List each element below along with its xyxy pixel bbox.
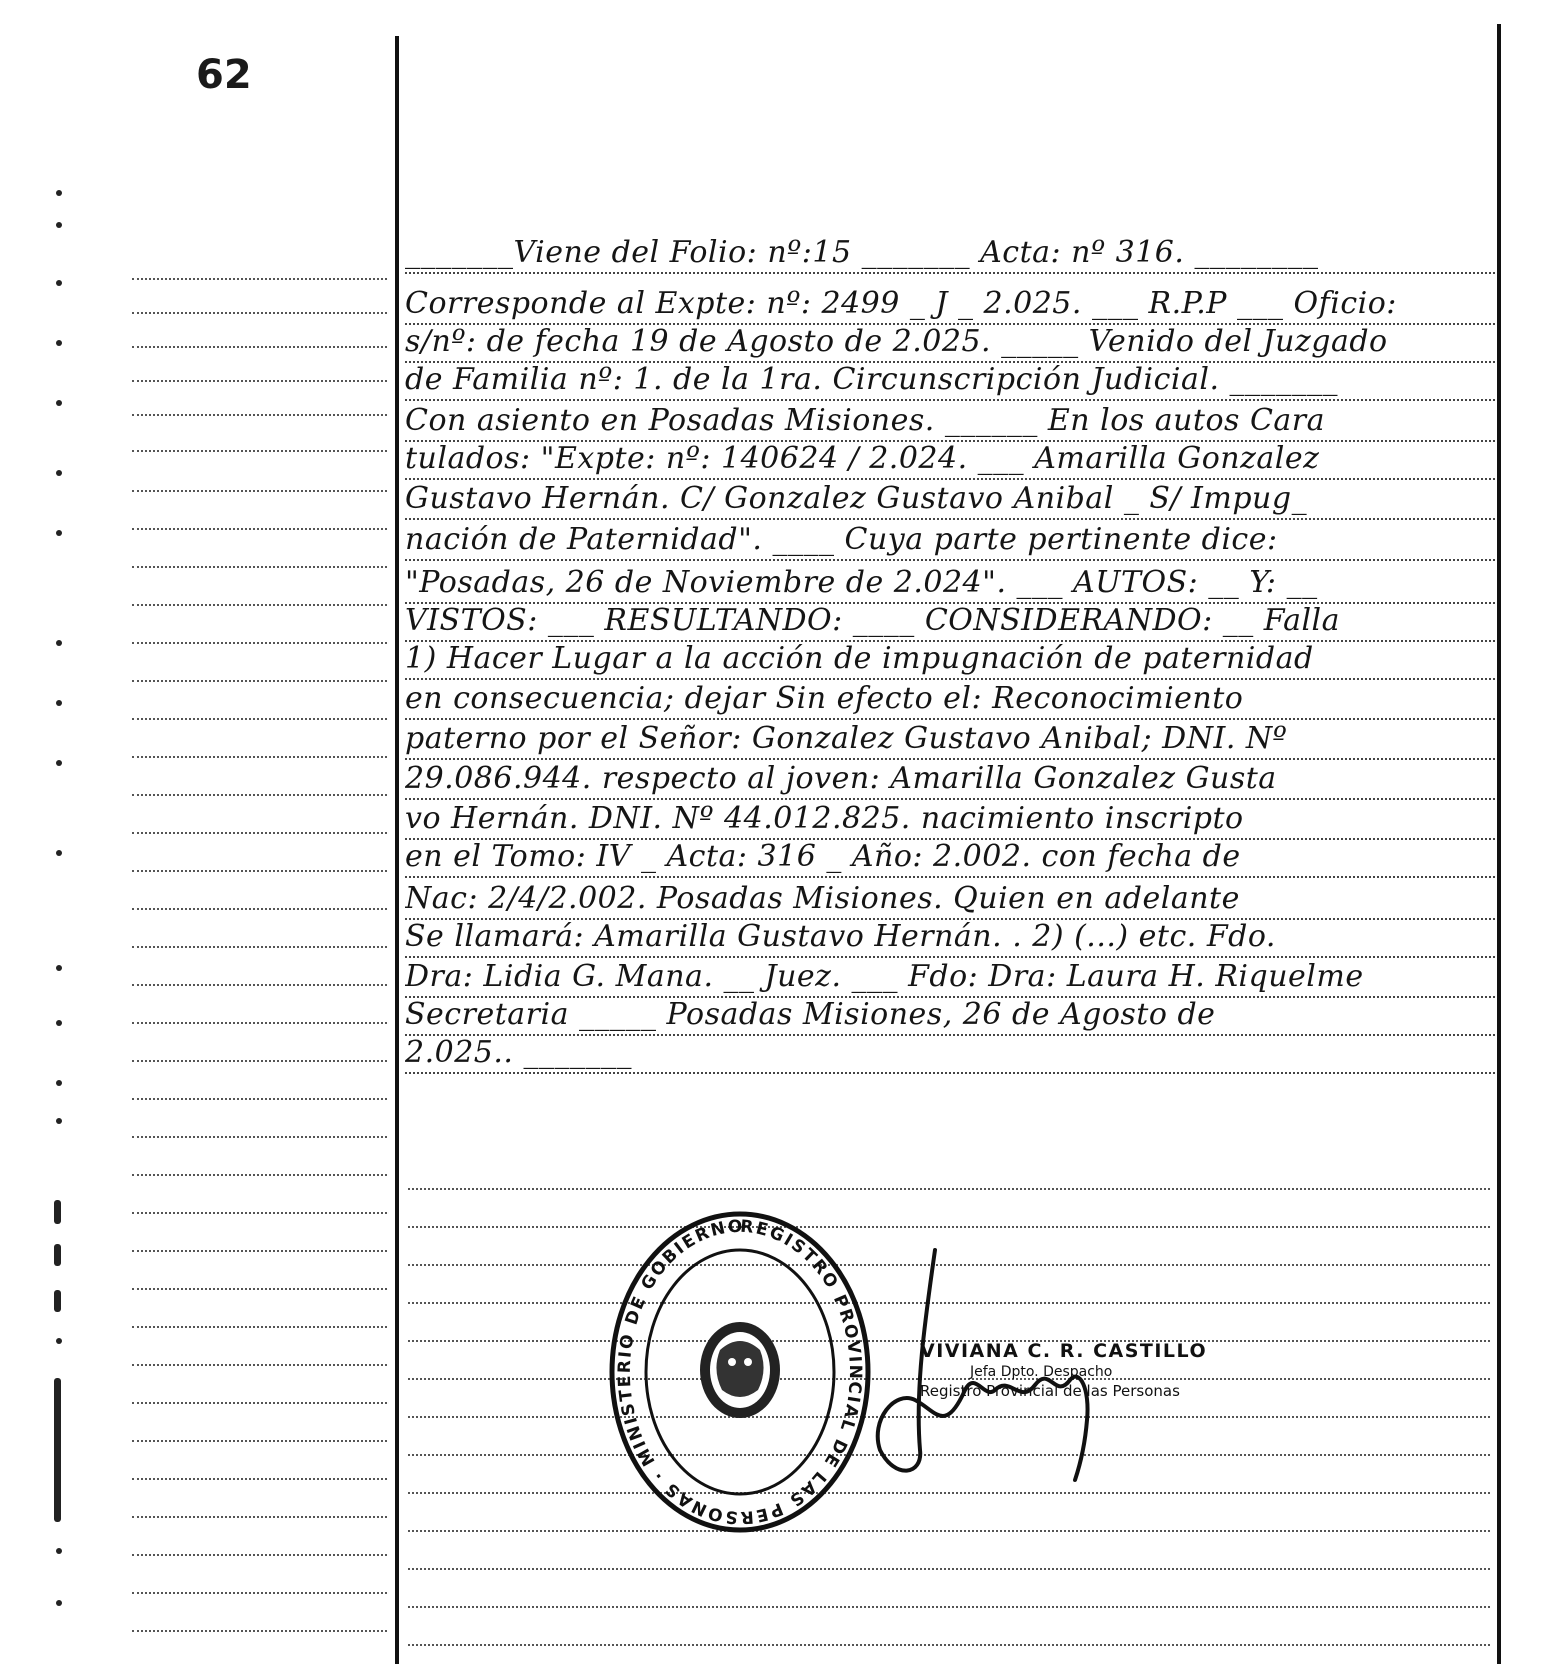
edge-mark: [54, 1290, 61, 1312]
edge-mark: [56, 760, 62, 766]
margin-rule: [132, 794, 387, 796]
margin-rule: [132, 832, 387, 834]
edge-mark: [56, 400, 62, 406]
edge-mark: [56, 470, 62, 476]
margin-rule: [132, 528, 387, 530]
body-rule: [408, 1226, 1490, 1228]
entry-line: "Posadas, 26 de Noviembre de 2.024". ___ AUTOS: __ Y: __: [405, 564, 1495, 604]
edge-mark: [56, 1118, 62, 1124]
entry-line: 1) Hacer Lugar a la acción de impugnación de paternidad: [405, 640, 1495, 680]
margin-rule: [132, 718, 387, 720]
margin-rule: [132, 1478, 387, 1480]
margin-rule: [132, 1060, 387, 1062]
margin-rule: [132, 1554, 387, 1556]
entry-line: 2.025.. _______: [405, 1034, 1495, 1074]
entry-line: tulados: "Expte: nº: 140624 / 2.024. ___ Amarilla Gonzalez: [405, 440, 1495, 480]
seal-text: REGISTRO PROVINCIAL DE LAS PERSONAS · MINISTERIO DE GOBIERNO: [614, 1216, 865, 1528]
entry-line: 29.086.944. respecto al joven: Amarilla Gonzalez Gusta: [405, 760, 1495, 800]
margin-rule: [132, 346, 387, 348]
entry-line: Se llamará: Amarilla Gustavo Hernán. . 2) (...) etc. Fdo.: [405, 918, 1495, 958]
margin-rule: [132, 1592, 387, 1594]
entry-line: Gustavo Hernán. C/ Gonzalez Gustavo Anibal _ S/ Impug_: [405, 480, 1495, 520]
stamp-officer-name: VIVIANA C. R. CASTILLO: [920, 1340, 1208, 1362]
margin-rule: [132, 680, 387, 682]
margin-rule: [132, 870, 387, 872]
edge-mark: [56, 1338, 62, 1344]
entry-line: de Familia nº: 1. de la 1ra. Circunscripción Judicial. _______: [405, 361, 1495, 401]
margin-rule: [132, 414, 387, 416]
body-rule: [408, 1644, 1490, 1646]
official-seal: [608, 1210, 872, 1534]
entry-line: en el Tomo: IV _ Acta: 316 _ Año: 2.002. con fecha de: [405, 838, 1495, 878]
entry-line: Nac: 2/4/2.002. Posadas Misiones. Quien en adelante: [405, 880, 1495, 920]
margin-rule: [132, 642, 387, 644]
entry-line: nación de Paternidad". ____ Cuya parte pertinente dice:: [405, 521, 1495, 561]
entry-line: Corresponde al Expte: nº: 2499 _ J _ 2.025. ___ R.P.P ___ Oficio:: [405, 285, 1495, 325]
margin-rule: [132, 1516, 387, 1518]
body-rule: [408, 1606, 1490, 1608]
margin-rule: [132, 1250, 387, 1252]
entry-line: s/nº: de fecha 19 de Agosto de 2.025. _____ Venido del Juzgado: [405, 323, 1495, 363]
margin-rule: [132, 1098, 387, 1100]
edge-mark: [56, 1020, 62, 1026]
seal-graphic: [608, 1210, 872, 1534]
entry-line: Con asiento en Posadas Misiones. ______ En los autos Cara: [405, 402, 1495, 442]
margin-rule: [132, 1288, 387, 1290]
margin-rule: [132, 604, 387, 606]
margin-rule: [132, 566, 387, 568]
margin-rule: [132, 1022, 387, 1024]
stamp-office: Registro Provincial de las Personas: [920, 1382, 1180, 1400]
margin-rule: [132, 1440, 387, 1442]
entry-line: Dra: Lidia G. Mana. __ Juez. ___ Fdo: Dra: Laura H. Riquelme: [405, 958, 1495, 998]
edge-mark: [56, 280, 62, 286]
margin-rule: [132, 908, 387, 910]
margin-rule: [132, 1174, 387, 1176]
folio-number: 62: [196, 52, 252, 98]
entry-line: vo Hernán. DNI. Nº 44.012.825. nacimiento inscripto: [405, 800, 1495, 840]
entry-line: _______Viene del Folio: nº:15 _______ Acta: nº 316. ________: [405, 234, 1495, 274]
edge-mark: [54, 1200, 61, 1224]
edge-mark: [54, 1378, 61, 1522]
margin-rule: [132, 1402, 387, 1404]
edge-mark: [56, 530, 62, 536]
body-rule: [408, 1568, 1490, 1570]
entry-line: Secretaria _____ Posadas Misiones, 26 de Agosto de: [405, 996, 1495, 1036]
margin-rule: [132, 312, 387, 314]
edge-mark: [56, 965, 62, 971]
margin-rule: [132, 1136, 387, 1138]
edge-mark: [56, 190, 62, 196]
edge-mark: [56, 1080, 62, 1086]
margin-rule: [132, 1630, 387, 1632]
margin-rule: [132, 946, 387, 948]
stamp-officer-role: Jefa Dpto. Despacho: [970, 1364, 1113, 1380]
margin-rule: [132, 1364, 387, 1366]
edge-mark: [56, 1600, 62, 1606]
margin-rule: [132, 756, 387, 758]
margin-rule: [132, 490, 387, 492]
right-border-line: [1497, 24, 1501, 1664]
edge-mark: [56, 340, 62, 346]
body-rule: [408, 1530, 1490, 1532]
edge-mark: [56, 850, 62, 856]
margin-rule: [132, 380, 387, 382]
officer-stamp: [920, 1340, 1240, 1400]
edge-mark: [56, 640, 62, 646]
seal-emblem: [700, 1322, 780, 1418]
edge-mark: [56, 1548, 62, 1554]
margin-rule: [132, 984, 387, 986]
margin-rule: [132, 1326, 387, 1328]
entry-line: paterno por el Señor: Gonzalez Gustavo Anibal; DNI. Nº: [405, 720, 1495, 760]
left-margin-line: [395, 36, 399, 1664]
edge-mark: [56, 700, 62, 706]
margin-rule: [132, 1212, 387, 1214]
margin-rule: [132, 450, 387, 452]
edge-mark: [54, 1244, 61, 1266]
entry-line: VISTOS: ___ RESULTANDO: ____ CONSIDERANDO: __ Falla: [405, 602, 1495, 642]
edge-mark: [56, 222, 62, 228]
entry-line: en consecuencia; dejar Sin efecto el: Reconocimiento: [405, 680, 1495, 720]
margin-rule: [132, 278, 387, 280]
body-rule: [408, 1188, 1490, 1190]
body-rule: [408, 1492, 1490, 1494]
